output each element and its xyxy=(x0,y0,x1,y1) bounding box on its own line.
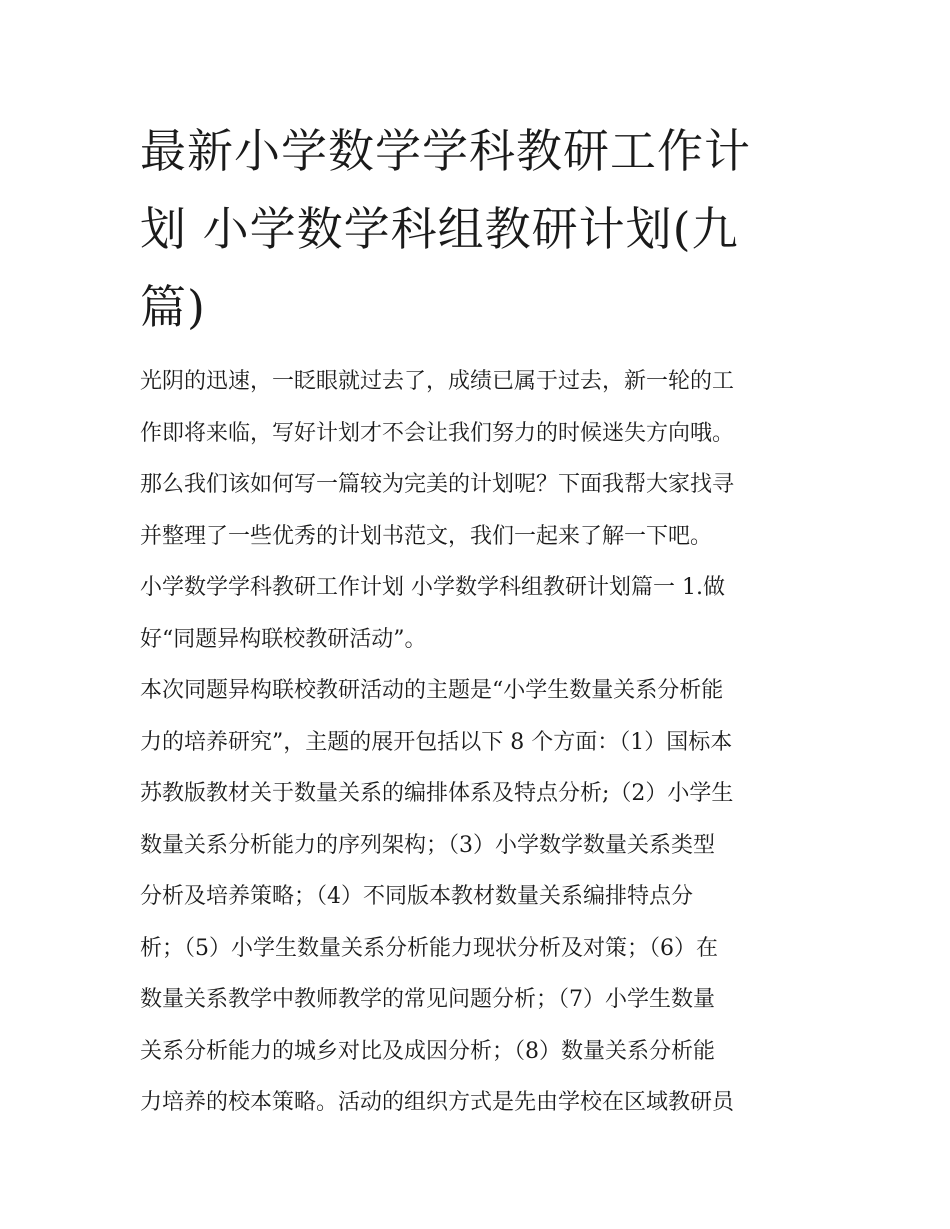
body-line: 苏教版教材关于数量关系的编排体系及特点分析;（2）小学生 xyxy=(140,781,734,806)
document-body xyxy=(140,356,830,1129)
document-title xyxy=(140,112,830,346)
body-line: 作即将来临，写好计划才不会让我们努力的时候迷失方向哦。 xyxy=(140,420,735,446)
body-line: 力培养的校本策略。活动的组织方式是先由学校在区域教研员 xyxy=(140,1090,735,1115)
body-line: 好“同题异构联校教研活动”。 xyxy=(140,626,427,652)
body-line: 光阴的迅速，一眨眼就过去了，成绩已属于过去，新一轮的工 xyxy=(140,369,735,394)
body-line: 力的培养研究”，主题的展开包括以下 8 个方面：（1）国标本 xyxy=(140,729,733,755)
body-line: 数量关系分析能力的序列架构；（3）小学数学数量关系类型 xyxy=(140,832,715,858)
body-line: 本次同题异构联校教研活动的主题是“小学生数量关系分析能 xyxy=(140,678,724,703)
title-line: 划 小学数学科组教研计划(九 xyxy=(140,202,739,256)
body-line: 数量关系教学中教师教学的常见问题分析；（7）小学生数量 xyxy=(140,987,715,1012)
body-line: 析；（5）小学生数量关系分析能力现状分析及对策；（6）在 xyxy=(140,935,718,961)
body-line: 那么我们该如何写一篇较为完美的计划呢？下面我帮大家找寻 xyxy=(140,472,735,497)
body-line: 并整理了一些优秀的计划书范文，我们一起来了解一下吧。 xyxy=(140,523,713,549)
body-line: 小学数学学科教研工作计划 小学数学科组教研计划篇一 1.做 xyxy=(140,575,725,600)
body-line: 关系分析能力的城乡对比及成因分析；（8）数量关系分析能 xyxy=(140,1038,715,1064)
body-line: 分析及培养策略；（4）不同版本教材数量关系编排特点分 xyxy=(140,884,693,909)
title-line: 篇) xyxy=(140,280,206,334)
title-line: 最新小学数学学科教研工作计 xyxy=(140,124,751,178)
